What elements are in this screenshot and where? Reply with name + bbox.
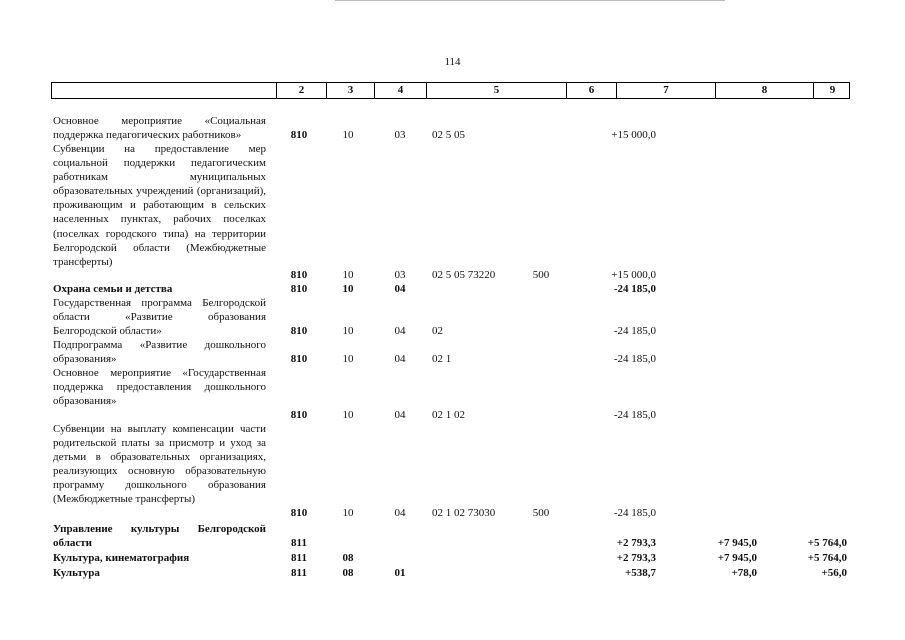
cell-target-article: 02 1 02 73030 xyxy=(432,507,496,519)
cell-expense-type: 500 xyxy=(532,507,550,519)
cell-ministry-code: 810 xyxy=(290,129,308,141)
cell-amount-col7: +538,7 xyxy=(624,567,656,579)
header-col-6: 6 xyxy=(566,83,616,98)
header-col-5: 5 xyxy=(426,83,566,98)
cell-target-article: 02 5 05 73220 xyxy=(432,269,496,281)
header-col-4: 4 xyxy=(374,83,426,98)
cell-amount-col9: +5 764,0 xyxy=(807,537,847,549)
cell-target-article: 02 5 05 xyxy=(432,129,465,141)
cell-ministry-code: 810 xyxy=(290,409,308,421)
header-col-1 xyxy=(52,83,276,98)
cell-section: 10 xyxy=(342,507,354,519)
cell-ministry-code: 810 xyxy=(290,353,308,365)
cell-ministry-code: 810 xyxy=(290,325,308,337)
cell-amount-col7: -24 185,0 xyxy=(613,353,656,365)
header-col-3: 3 xyxy=(326,83,374,98)
cell-amount-col7: +2 793,3 xyxy=(616,552,656,564)
table-row xyxy=(0,142,905,281)
header-col-2: 2 xyxy=(276,83,326,98)
cell-amount-col7: +2 793,3 xyxy=(616,537,656,549)
cell-target-article: 02 1 02 xyxy=(432,409,465,421)
cell-target-article: 02 xyxy=(432,325,443,337)
row-description: Подпрограмма «Развитие дошкольного образования» xyxy=(53,339,266,366)
cell-section: 08 xyxy=(342,567,354,579)
row-description: Основное мероприятие «Социальная поддержка педагогических работников» xyxy=(53,115,266,142)
cell-amount-col9: +5 764,0 xyxy=(807,552,847,564)
cell-subsection: 04 xyxy=(394,283,406,295)
header-col-8: 8 xyxy=(715,83,813,98)
header-col-7: 7 xyxy=(616,83,715,98)
cell-amount-col9: +56,0 xyxy=(821,567,847,579)
cell-section: 10 xyxy=(342,129,354,141)
table-row xyxy=(0,566,905,610)
row-description: Управление культуры Белгородской области xyxy=(53,523,266,550)
cell-ministry-code: 811 xyxy=(291,537,307,549)
table-row xyxy=(0,422,905,519)
cell-subsection: 04 xyxy=(394,353,406,365)
row-description: Основное мероприятие «Государственная поддержка предоставления дошкольного образования» xyxy=(53,367,266,408)
scan-top-edge xyxy=(335,0,725,1)
row-description: Культура, кинематография xyxy=(53,552,190,564)
cell-ministry-code: 810 xyxy=(290,269,308,281)
cell-section: 10 xyxy=(342,353,354,365)
cell-section: 10 xyxy=(342,269,354,281)
cell-section: 10 xyxy=(342,283,354,295)
cell-amount-col7: +15 000,0 xyxy=(611,269,656,281)
cell-amount-col7: -24 185,0 xyxy=(613,507,656,519)
cell-subsection: 04 xyxy=(394,507,406,519)
cell-amount-col7: -24 185,0 xyxy=(613,283,656,295)
row-description: Охрана семьи и детства xyxy=(53,283,173,295)
cell-subsection: 03 xyxy=(394,269,406,281)
table-row xyxy=(0,366,905,421)
cell-ministry-code: 811 xyxy=(291,567,307,579)
cell-amount-col7: +15 000,0 xyxy=(611,129,656,141)
cell-ministry-code: 811 xyxy=(291,552,307,564)
table-header xyxy=(51,82,850,99)
header-col-9: 9 xyxy=(813,83,851,98)
row-description: Субвенции на предоставление мер социальной поддержки педагогическим работникам муниципальных образовательных учреждений (организаций), проживающим и работающим в сельских населенных пунктах, рабочих поселках (поселках городского типа) на территории Белгородской области (Межбюджетные трансферты) xyxy=(53,143,266,268)
cell-ministry-code: 810 xyxy=(290,507,308,519)
cell-amount-col7: -24 185,0 xyxy=(613,409,656,421)
row-description: Государственная программа Белгородской области «Развитие образования Белгородской области» xyxy=(53,297,266,338)
cell-section: 10 xyxy=(342,409,354,421)
cell-section: 10 xyxy=(342,325,354,337)
cell-subsection: 03 xyxy=(394,129,406,141)
cell-ministry-code: 810 xyxy=(290,283,308,295)
cell-amount-col8: +7 945,0 xyxy=(717,552,757,564)
cell-subsection: 04 xyxy=(394,325,406,337)
cell-section: 08 xyxy=(342,552,354,564)
cell-amount-col7: -24 185,0 xyxy=(613,325,656,337)
cell-subsection: 01 xyxy=(394,567,406,579)
cell-amount-col8: +78,0 xyxy=(731,567,757,579)
cell-amount-col8: +7 945,0 xyxy=(717,537,757,549)
row-description: Субвенции на выплату компенсации части родительской платы за присмотр и уход за детьми в образовательных организациях, реализующих основную образовательную программу дошкольного образования (Межбюджетные трансферты) xyxy=(53,423,266,506)
cell-subsection: 04 xyxy=(394,409,406,421)
cell-expense-type: 500 xyxy=(532,269,550,281)
cell-target-article: 02 1 xyxy=(432,353,452,365)
table-row xyxy=(0,296,905,340)
page-number: 114 xyxy=(444,56,461,68)
row-description: Культура xyxy=(53,567,100,579)
